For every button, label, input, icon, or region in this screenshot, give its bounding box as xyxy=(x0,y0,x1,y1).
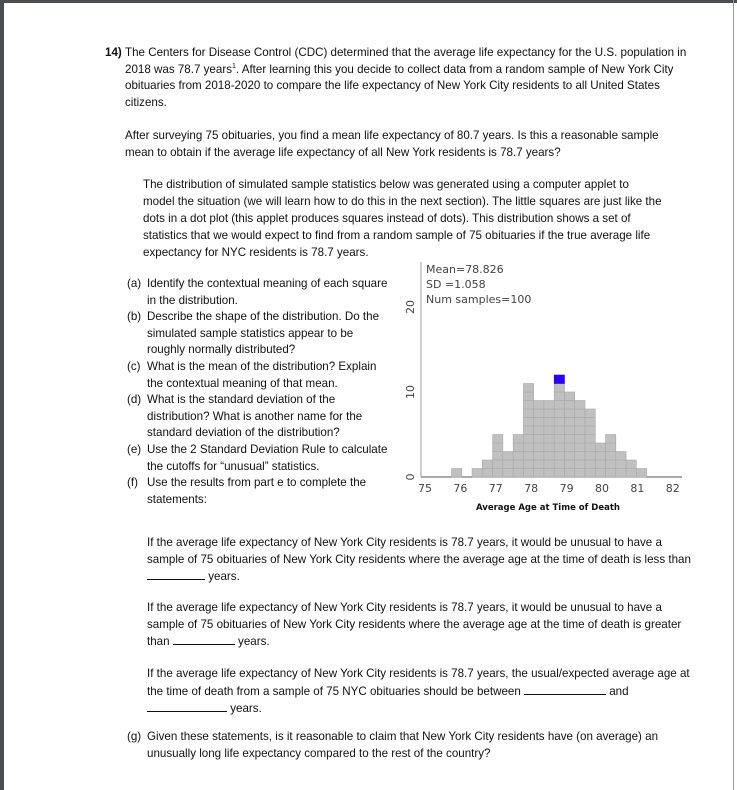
stat-num-samples: Num samples=100 xyxy=(426,293,532,306)
answer-blank[interactable] xyxy=(173,633,235,645)
part-text: What is the standard deviation of the distribution? What is another name for the standard deviation of the distribution? xyxy=(147,393,363,440)
sample-square xyxy=(606,469,616,478)
window-frame-right xyxy=(733,0,734,790)
sample-square xyxy=(513,469,523,478)
sample-square xyxy=(554,384,564,393)
sample-square xyxy=(564,469,574,478)
statement-text-end: years. xyxy=(205,570,240,584)
parts-list xyxy=(127,276,389,508)
sample-square xyxy=(575,443,585,452)
question-number: 14) xyxy=(105,46,122,59)
sample-square xyxy=(523,469,533,478)
sample-square xyxy=(523,452,533,461)
window-frame-left xyxy=(0,0,4,790)
part-label: (e) xyxy=(127,442,142,456)
sample-square xyxy=(554,392,564,401)
answer-blank[interactable] xyxy=(147,568,205,580)
sample-square xyxy=(493,435,503,444)
part-label: (f) xyxy=(127,476,138,490)
window-frame-top xyxy=(0,0,737,3)
sample-square xyxy=(472,469,482,478)
statement-text-end: years. xyxy=(227,702,262,716)
sample-square xyxy=(503,460,513,469)
sample-square xyxy=(493,469,503,478)
sample-square xyxy=(585,452,595,461)
sample-square xyxy=(595,469,605,478)
part-item xyxy=(127,309,389,359)
sample-square xyxy=(534,426,544,435)
answer-blank-lower[interactable] xyxy=(524,683,606,695)
sample-square xyxy=(554,452,564,461)
sample-square xyxy=(585,418,595,427)
sample-square xyxy=(554,469,564,478)
stat-mean: Mean=78.826 xyxy=(426,263,504,276)
sample-square xyxy=(523,435,533,444)
sample-square xyxy=(564,460,574,469)
y-tick-label: 10 xyxy=(404,385,417,399)
sample-square xyxy=(534,401,544,410)
sample-square xyxy=(575,469,585,478)
part-label: (b) xyxy=(127,310,142,324)
sample-square xyxy=(564,409,574,418)
sample-square xyxy=(575,418,585,427)
x-tick-label: 79 xyxy=(559,482,574,495)
stat-sd: SD =1.058 xyxy=(426,278,486,291)
sample-square xyxy=(575,435,585,444)
part-item xyxy=(127,276,389,309)
sample-square xyxy=(595,443,605,452)
sample-square xyxy=(575,409,585,418)
sample-square xyxy=(523,418,533,427)
sample-square xyxy=(585,409,595,418)
sample-square xyxy=(503,452,513,461)
sample-square xyxy=(575,452,585,461)
sample-square xyxy=(513,435,523,444)
sample-square xyxy=(523,426,533,435)
sample-square xyxy=(554,460,564,469)
sample-square xyxy=(523,409,533,418)
sample-square xyxy=(626,469,636,478)
sample-square xyxy=(544,401,554,410)
sample-square xyxy=(595,452,605,461)
sample-square xyxy=(554,426,564,435)
statement-text-end: years. xyxy=(234,635,270,649)
highlighted-square xyxy=(554,375,564,384)
sample-square xyxy=(585,460,595,469)
sample-square xyxy=(544,426,554,435)
part-text: Describe the shape of the distribution. Do the simulated sample statistics appear to be roughly normally distributed? xyxy=(147,310,380,357)
sample-square xyxy=(606,435,616,444)
sample-square xyxy=(544,469,554,478)
dot-plot-chart xyxy=(390,258,690,520)
statement-text: If the average life expectancy of New York City residents is 78.7 years, it would be unusual to have a sample of 75 obituaries of New York City residents where the average age at the time of death is greater than xyxy=(147,601,682,649)
sample-square xyxy=(523,392,533,401)
survey-text: After surveying 75 obituaries, you find a mean life expectancy of 80.7 years. Is this a reasonable sample mean to obtain if the average life expectancy of all New York residents is 78.7 years? xyxy=(125,129,659,159)
statement-between xyxy=(147,666,692,718)
part-label: (d) xyxy=(127,393,142,407)
sample-square xyxy=(554,409,564,418)
statement-text: If the average life expectancy of New York City residents is 78.7 years, it would be unusual to have a sample of 75 obituaries of New York City residents where the average age at the time of death is less than xyxy=(147,536,691,566)
x-tick-label: 81 xyxy=(630,482,645,495)
sample-square xyxy=(616,460,626,469)
sample-square xyxy=(575,426,585,435)
answer-blank-upper[interactable] xyxy=(147,700,227,712)
x-tick-label: 75 xyxy=(418,482,432,495)
sample-square xyxy=(513,452,523,461)
sample-square xyxy=(493,443,503,452)
sample-square xyxy=(523,384,533,393)
sample-square xyxy=(606,460,616,469)
y-tick-label: 20 xyxy=(404,300,417,314)
part-g-text: Given these statements, is it reasonable to claim that New York City residents have (on average) an unusually long life expectancy compared to the rest of the country? xyxy=(147,730,659,760)
sample-square xyxy=(585,435,595,444)
part-label: (a) xyxy=(127,277,142,290)
sample-square xyxy=(606,452,616,461)
sample-square xyxy=(554,443,564,452)
sample-square xyxy=(544,409,554,418)
sample-square xyxy=(534,409,544,418)
sample-square xyxy=(534,418,544,427)
sample-square xyxy=(554,401,564,410)
sample-square xyxy=(534,452,544,461)
sample-square xyxy=(523,460,533,469)
footnote-mark: 1 xyxy=(232,62,236,70)
question-intro xyxy=(105,45,695,111)
intro-text xyxy=(125,45,695,111)
sample-square xyxy=(523,401,533,410)
x-tick-label: 77 xyxy=(488,482,503,495)
part-item xyxy=(127,475,389,508)
sample-square xyxy=(513,443,523,452)
part-g xyxy=(127,729,692,762)
part-text: Use the 2 Standard Deviation Rule to calculate the cutoffs for “unusual” statistics. xyxy=(147,442,388,473)
intro-part: The Centers for Disease Control (CDC) determined that the average life expectancy for the U.S. population in 2018 was 78.7 years xyxy=(125,46,687,76)
sample-square xyxy=(636,469,646,478)
sample-square xyxy=(544,418,554,427)
sample-square xyxy=(554,418,564,427)
sample-square xyxy=(564,452,574,461)
x-tick-label: 76 xyxy=(453,482,468,495)
sample-square xyxy=(523,443,533,452)
sample-square xyxy=(493,460,503,469)
sample-square xyxy=(554,435,564,444)
sample-square xyxy=(585,443,595,452)
statement-greater-than xyxy=(147,600,692,651)
sample-square xyxy=(585,426,595,435)
sample-square xyxy=(575,401,585,410)
sample-square xyxy=(544,435,554,444)
sample-square xyxy=(534,443,544,452)
x-tick-label: 82 xyxy=(665,482,680,495)
sample-square xyxy=(564,392,574,401)
part-text: Use the results from part e to complete the statements: xyxy=(147,476,367,506)
sample-square xyxy=(534,460,544,469)
sample-square xyxy=(564,443,574,452)
sample-square xyxy=(534,469,544,478)
sample-square xyxy=(616,452,626,461)
x-tick-label: 80 xyxy=(595,482,609,495)
sample-square xyxy=(564,435,574,444)
x-axis-label: Average Age at Time of Death xyxy=(476,503,620,513)
part-text: What is the mean of the distribution? Explain the contextual meaning of that mean. xyxy=(147,359,377,390)
sample-square xyxy=(452,469,462,478)
simulation-text: The distribution of simulated sample statistics below was generated using a computer applet to model the situation (we will learn how to do this in the next section). The little squares are just like the dots in a dot plot (this applet produces squares instead of dots). This distribution shows a set of statistics that we would expect to find from a random sample of 75 obituaries if the true average life expectancy for NYC residents is 78.7 years. xyxy=(143,178,662,259)
x-tick-label: 78 xyxy=(524,482,539,495)
sample-square xyxy=(544,460,554,469)
sample-square xyxy=(493,452,503,461)
sample-square xyxy=(564,401,574,410)
sample-square xyxy=(585,469,595,478)
sample-square xyxy=(544,452,554,461)
sample-square xyxy=(564,418,574,427)
sample-square xyxy=(626,460,636,469)
sample-square xyxy=(544,443,554,452)
sample-square xyxy=(564,426,574,435)
sample-square xyxy=(606,443,616,452)
sample-square xyxy=(513,460,523,469)
sample-square xyxy=(595,460,605,469)
sample-square xyxy=(534,435,544,444)
part-text: Identify the contextual meaning of each square in the distribution. xyxy=(147,277,388,307)
sample-square xyxy=(616,469,626,478)
part-item xyxy=(127,392,389,442)
statement-text-middle: and xyxy=(606,684,629,698)
statement-less-than xyxy=(147,535,692,586)
part-item xyxy=(127,359,389,392)
part-label: (c) xyxy=(127,359,141,373)
intro-rest: . After learning this you decide to collect data from a random sample of New York City obituaries from 2018-2020 to compare the life expectancy of New York City residents to all United States citizens. xyxy=(125,62,674,109)
statement-text: If the average life expectancy of New York City residents is 78.7 years, the usual/expected average age at the time of death from a sample of 75 NYC obituaries should be between xyxy=(147,667,690,698)
part-item xyxy=(127,442,389,475)
sample-square xyxy=(482,460,492,469)
part-g-label: (g) xyxy=(127,730,142,743)
y-tick-label: 0 xyxy=(404,473,417,481)
sample-square xyxy=(503,469,513,478)
sample-square xyxy=(575,460,585,469)
sample-square xyxy=(482,469,492,478)
